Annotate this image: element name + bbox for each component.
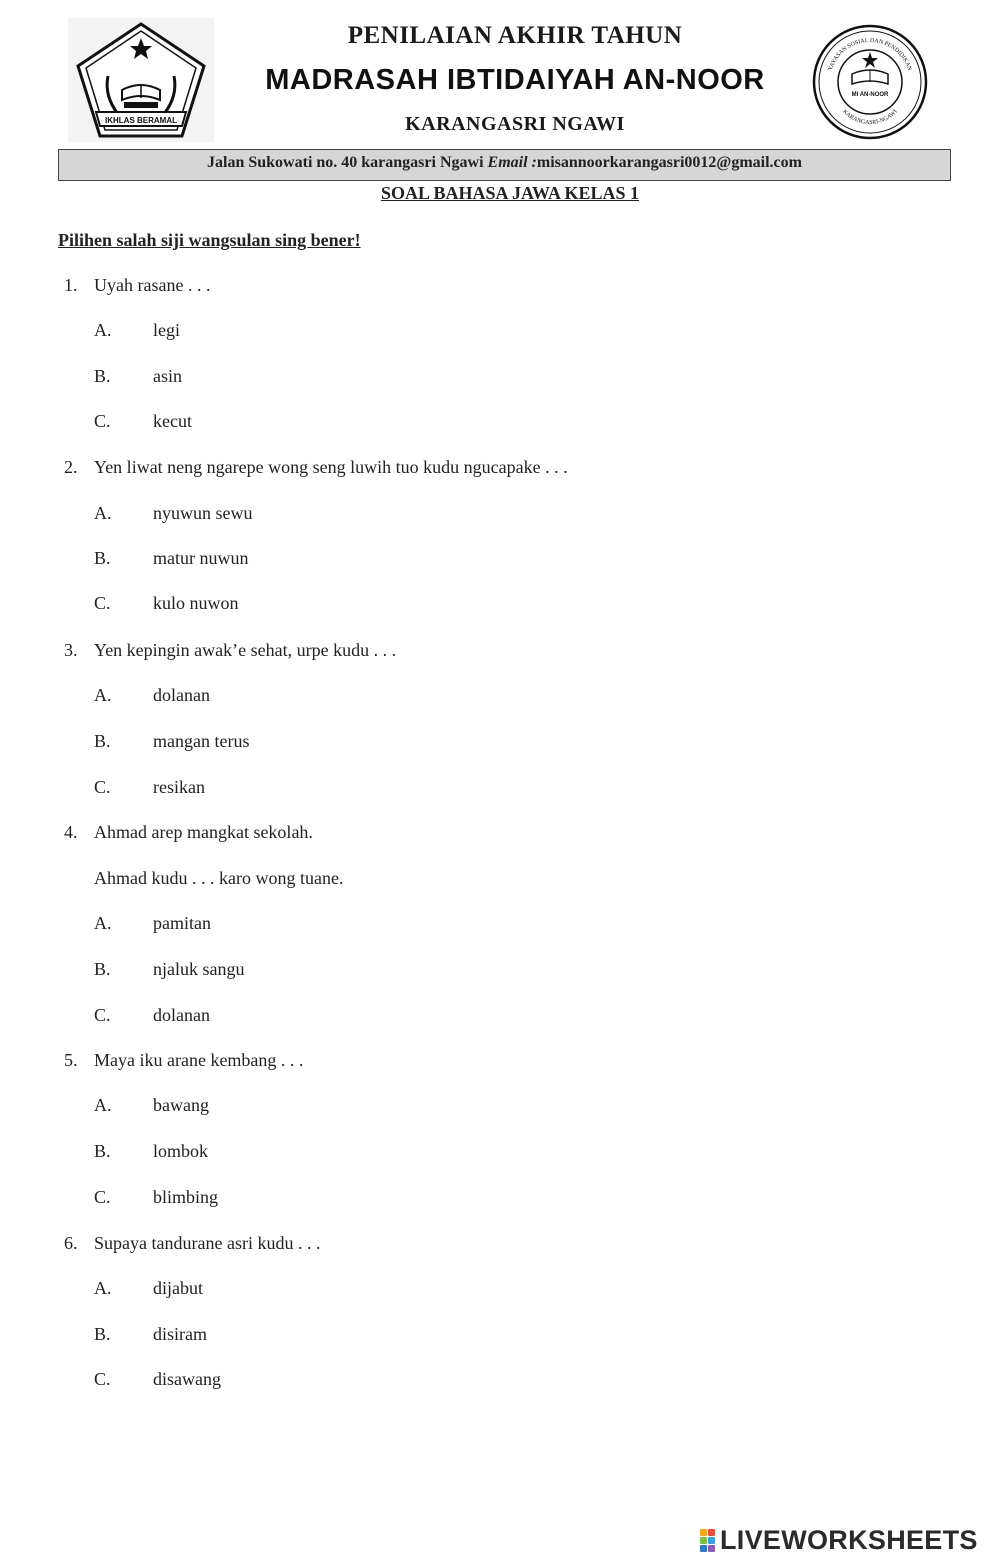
address-text: Jalan Sukowati no. 40 karangasri Ngawi (207, 154, 488, 171)
svg-text:MI AN-NOOR: MI AN-NOOR (851, 92, 889, 98)
option-letter: A. (94, 1278, 112, 1298)
question-text: Maya iku arane kembang . . . (94, 1050, 304, 1070)
subject-title: SOAL BAHASA JAWA KELAS 1 (380, 183, 640, 203)
watermark-text: LIVEWORKSHEETS (720, 1524, 978, 1555)
madrasah-seal (810, 22, 930, 142)
option-text[interactable]: bawang (153, 1095, 209, 1115)
svg-text:KARANGASRI-NGAWI: KARANGASRI-NGAWI (841, 108, 899, 127)
question-number: 1. (64, 275, 78, 295)
option-letter: A. (94, 503, 112, 523)
option-letter: B. (94, 548, 111, 568)
question-number: 3. (64, 640, 78, 660)
option-text[interactable]: dolanan (153, 685, 210, 705)
option-text[interactable]: disiram (153, 1324, 207, 1344)
option-text[interactable]: kecut (153, 411, 192, 431)
option-text[interactable]: nyuwun sewu (153, 503, 253, 523)
option-letter: B. (94, 1141, 111, 1161)
option-text[interactable]: dolanan (153, 1005, 210, 1025)
option-text[interactable]: resikan (153, 777, 205, 797)
option-text[interactable]: kulo nuwon (153, 593, 239, 613)
email-address: misannoorkarangasri0012@gmail.com (536, 154, 802, 171)
question-number: 6. (64, 1233, 78, 1253)
option-letter: C. (94, 593, 111, 613)
question-number: 2. (64, 457, 78, 477)
option-text[interactable]: blimbing (153, 1187, 219, 1207)
option-text[interactable]: matur nuwun (153, 548, 249, 568)
option-letter: A. (94, 913, 112, 933)
option-letter: C. (94, 777, 111, 797)
header-line-1: PENILAIAN AKHIR TAHUN (347, 22, 683, 49)
svg-text:YAYASAN SOSIAL DAN PENDIDIKAN: YAYASAN SOSIAL DAN PENDIDIKAN (827, 37, 913, 72)
question-text: Supaya tandurane asri kudu . . . (94, 1233, 321, 1253)
question-text-line-2: Ahmad kudu . . . karo wong tuane. (94, 868, 344, 888)
option-text[interactable]: njaluk sangu (153, 959, 245, 979)
school-name: MADRASAH IBTIDAIYAH AN-NOOR (265, 64, 765, 96)
option-letter: A. (94, 320, 112, 340)
option-text[interactable]: legi (153, 320, 180, 340)
header-location: KARANGASRI NGAWI (405, 113, 625, 135)
kemenag-logo (68, 18, 214, 142)
option-letter: A. (94, 685, 112, 705)
question-text: Ahmad arep mangkat sekolah. (94, 822, 313, 842)
option-letter: C. (94, 1005, 111, 1025)
option-letter: B. (94, 959, 111, 979)
question-text: Yen liwat neng ngarepe wong seng luwih tuo kudu ngucapake . . . (94, 457, 568, 477)
instruction: Pilihen salah siji wangsulan sing bener! (58, 230, 361, 250)
option-letter: B. (94, 1324, 111, 1344)
option-text[interactable]: dijabut (153, 1278, 203, 1298)
question-number: 5. (64, 1050, 78, 1070)
option-text[interactable]: disawang (153, 1369, 221, 1389)
address-bar (58, 149, 951, 181)
email-label: Email : (487, 154, 537, 171)
option-letter: B. (94, 366, 111, 386)
option-letter: C. (94, 411, 111, 431)
question-number: 4. (64, 822, 78, 842)
question-text: Yen kepingin awak’e sehat, urpe kudu . . . (94, 640, 397, 660)
liveworksheets-icon (700, 1529, 715, 1552)
option-text[interactable]: lombok (153, 1141, 209, 1161)
option-letter: C. (94, 1369, 111, 1389)
option-letter: B. (94, 731, 111, 751)
option-letter: C. (94, 1187, 111, 1207)
option-letter: A. (94, 1095, 112, 1115)
liveworksheets-watermark (700, 1524, 978, 1556)
option-text[interactable]: mangan terus (153, 731, 250, 751)
question-text: Uyah rasane . . . (94, 275, 211, 295)
svg-text:IKHLAS BERAMAL: IKHLAS BERAMAL (105, 116, 177, 125)
option-text[interactable]: asin (153, 366, 182, 386)
option-text[interactable]: pamitan (153, 913, 211, 933)
